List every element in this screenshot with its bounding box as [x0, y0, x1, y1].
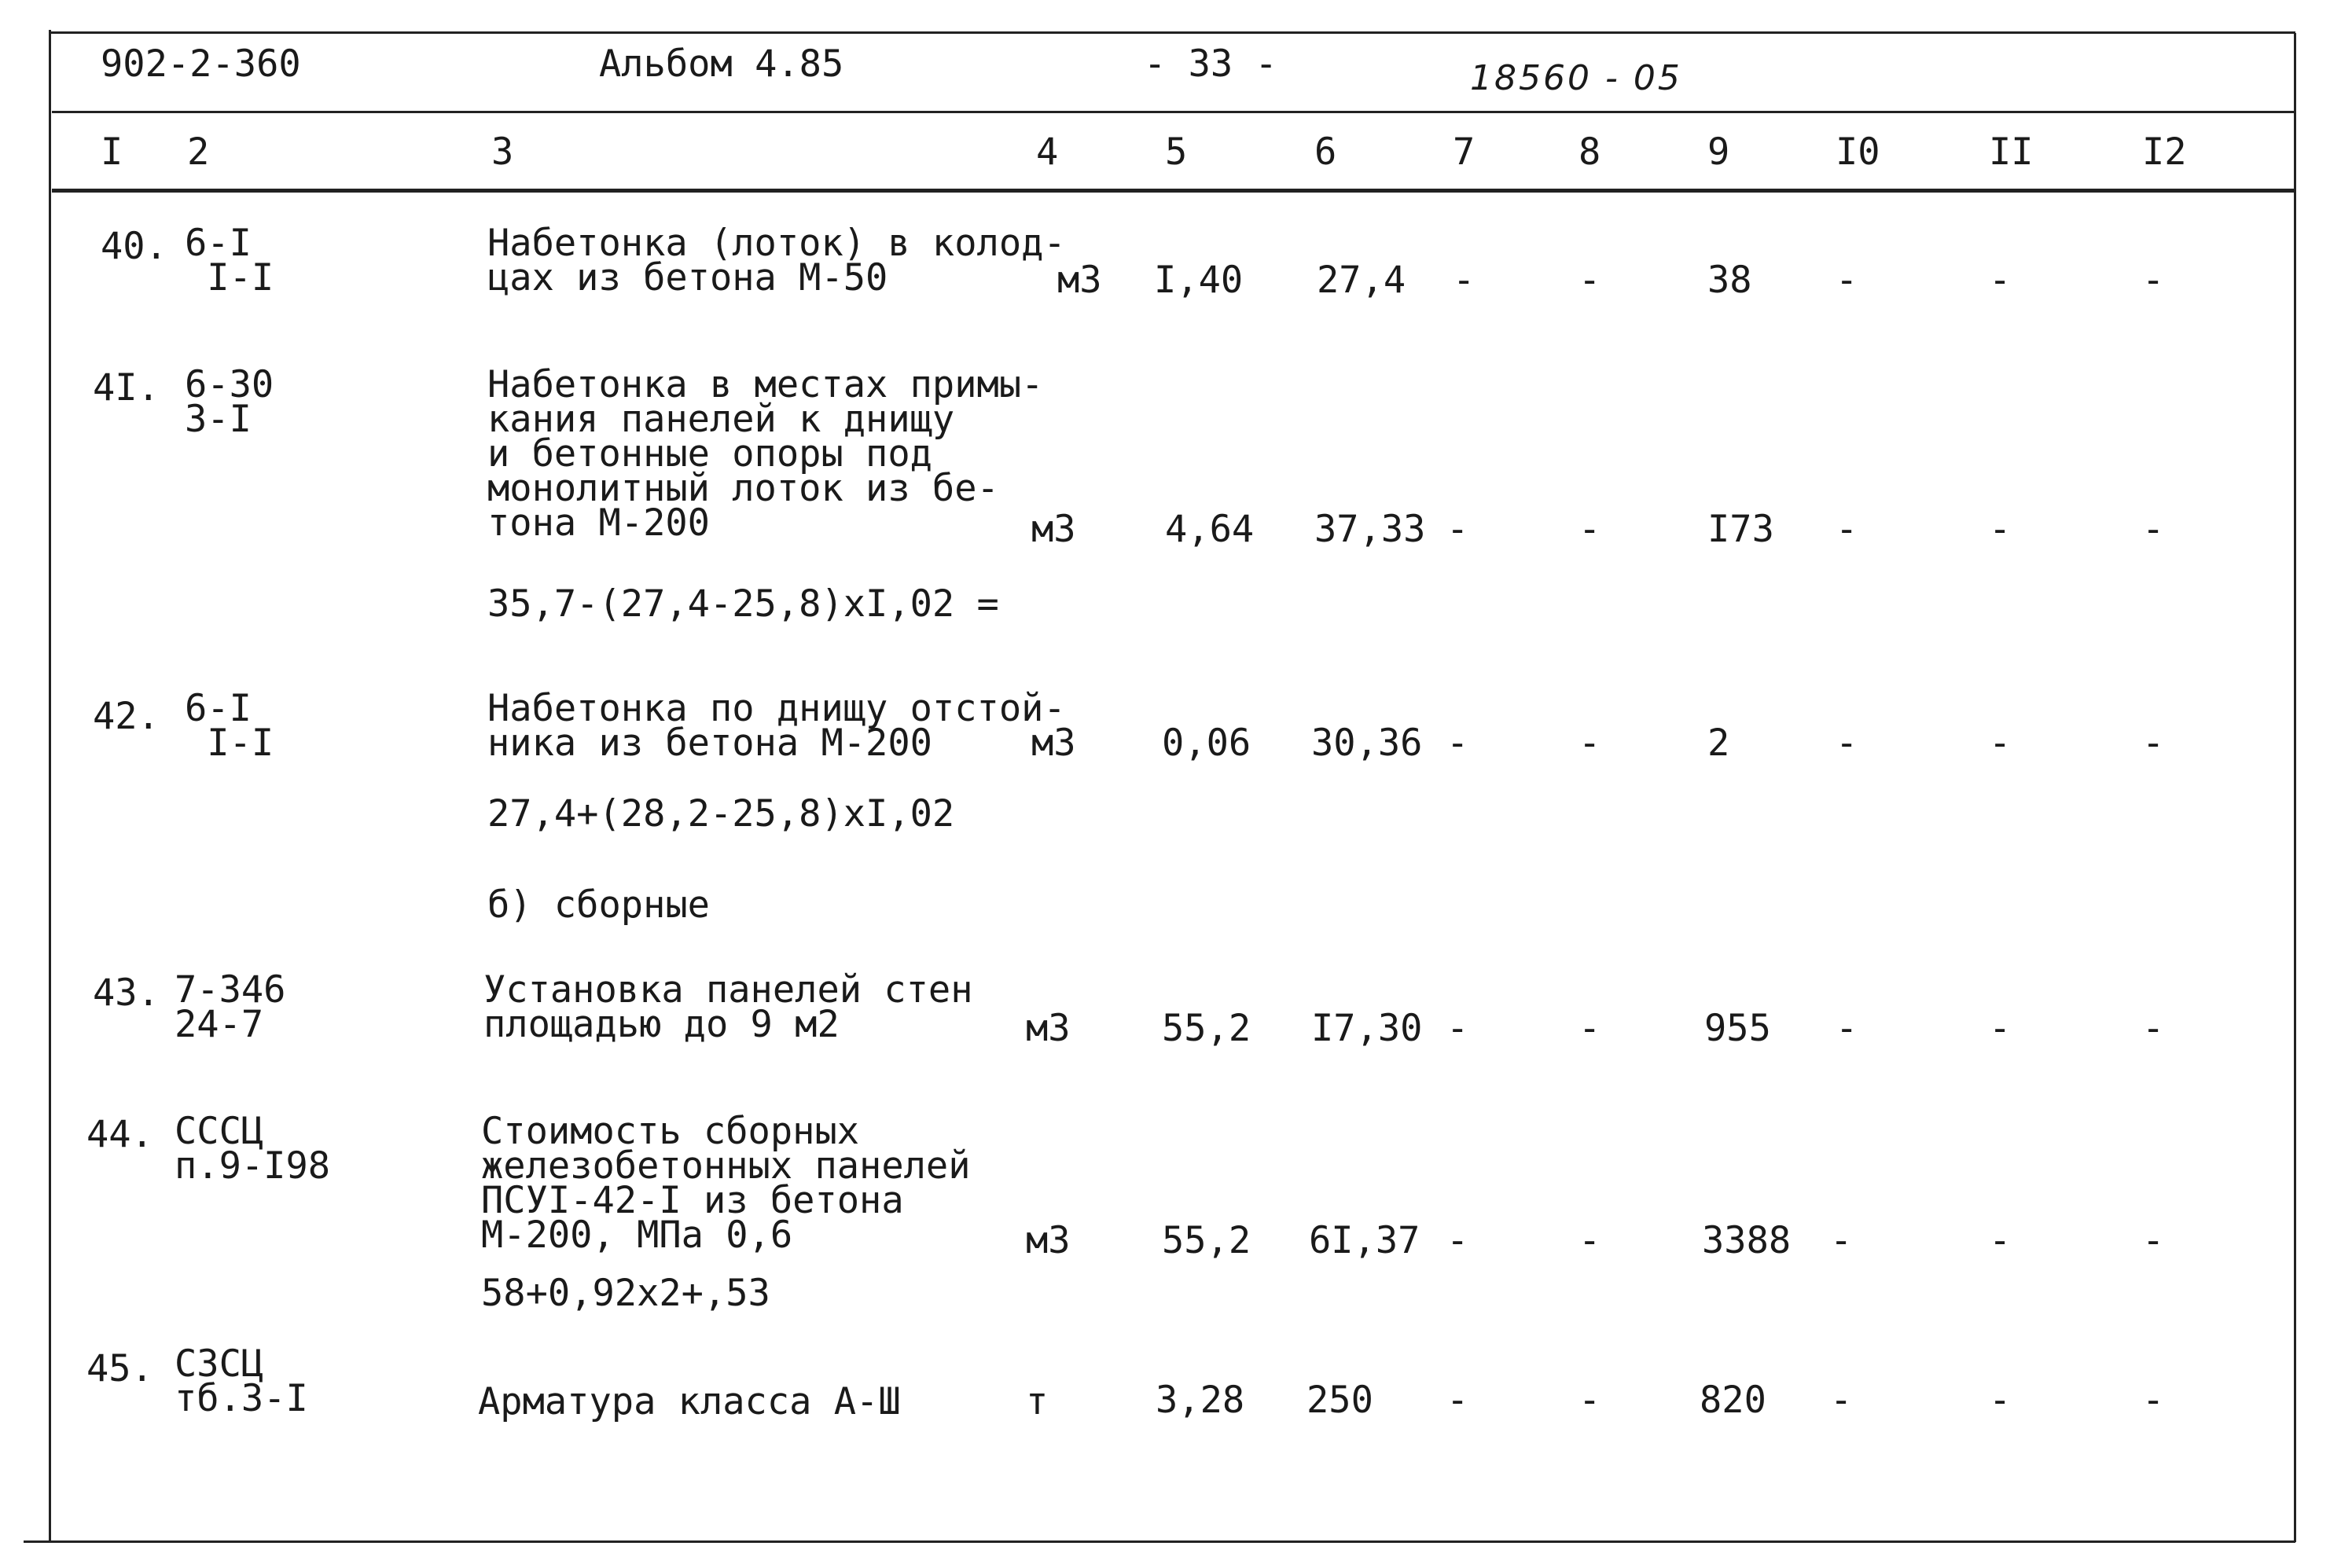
- row-col11: -: [1989, 1007, 2012, 1050]
- document-code: 902-2-360: [101, 42, 301, 86]
- row-unit-price: I7,30: [1311, 1007, 1423, 1050]
- column-number: 5: [1165, 130, 1188, 174]
- row-col12: -: [2142, 1219, 2165, 1262]
- row-col8: -: [1578, 508, 1601, 551]
- row-reference: 7-346 24-7: [175, 968, 286, 1046]
- row-unit: м3: [1026, 1007, 1071, 1050]
- row-quantity: 3,28: [1156, 1379, 1245, 1422]
- row-number: 4I.: [93, 366, 160, 409]
- row-col8: -: [1578, 1219, 1601, 1262]
- row-unit-price: 6I,37: [1309, 1219, 1420, 1262]
- row-description: Арматура класса А-Ш: [478, 1380, 901, 1423]
- row-col8: -: [1578, 1007, 1601, 1050]
- row-col10: -: [1830, 1379, 1853, 1422]
- row-reference: 6-30 3-I: [185, 363, 274, 441]
- page-number: - 33 -: [1144, 42, 1277, 86]
- row-col8: -: [1578, 722, 1601, 765]
- row-col7: -: [1446, 1219, 1469, 1262]
- row-unit-price: 27,4: [1317, 259, 1406, 302]
- row-col9: 955: [1704, 1007, 1771, 1050]
- row-col8: -: [1578, 1379, 1601, 1422]
- row-description: Набетонка по днищу отстой- ника из бетона М-200: [487, 687, 1066, 765]
- frame-top-line: [49, 31, 2295, 34]
- row-col12: -: [2142, 1007, 2165, 1050]
- row-col11: -: [1989, 508, 2012, 551]
- column-number: I2: [2142, 130, 2187, 174]
- row-number: 44.: [86, 1113, 153, 1156]
- row-col11: -: [1989, 1219, 2012, 1262]
- row-description: Набетонка в местах примы- кания панелей к днищу и бетонные опоры под монолитный лоток из бе- тона М-200: [487, 363, 1044, 545]
- row-col7: -: [1446, 1007, 1469, 1050]
- column-number: 9: [1707, 130, 1730, 174]
- row-calculation: 35,7-(27,4-25,8)xI,02 =: [487, 582, 999, 626]
- row-col7: -: [1453, 259, 1476, 302]
- row-col9: I73: [1707, 508, 1774, 551]
- row-calculation: 58+0,92x2+,53: [481, 1272, 770, 1315]
- frame-bottom-line: [24, 1540, 2295, 1543]
- row-unit: м3: [1057, 259, 1102, 302]
- column-number: 2: [187, 130, 210, 174]
- row-description: Набетонка (лоток) в колод- цах из бетона М-50: [487, 222, 1066, 299]
- row-col9: 820: [1700, 1379, 1766, 1422]
- row-unit: м3: [1031, 508, 1076, 551]
- column-number: 3: [491, 130, 514, 174]
- row-col10: -: [1836, 259, 1858, 302]
- handwritten-code: 18560 - 05: [1470, 58, 1682, 98]
- album-label: Альбом 4.85: [599, 42, 844, 86]
- column-number: 8: [1578, 130, 1601, 174]
- row-number: 43.: [93, 971, 160, 1015]
- row-description: Установка панелей стен площадью до 9 м2: [483, 968, 973, 1046]
- row-calculation: 27,4+(28,2-25,8)xI,02: [487, 792, 955, 835]
- column-numbers-rule: [52, 189, 2294, 193]
- row-col12: -: [2142, 722, 2165, 765]
- row-col12: -: [2142, 508, 2165, 551]
- row-col12: -: [2142, 259, 2165, 302]
- column-number: 7: [1453, 130, 1476, 174]
- row-unit: м3: [1031, 722, 1076, 765]
- row-col8: -: [1578, 259, 1601, 302]
- row-reference: СЗСЦ тб.3-I: [175, 1342, 308, 1420]
- frame-left-line: [49, 30, 51, 1543]
- row-col11: -: [1989, 259, 2012, 302]
- row-col11: -: [1989, 1379, 2012, 1422]
- row-description: Стоимость сборных железобетонных панелей ПСУI-42-I из бетона М-200, МПа 0,6: [481, 1110, 971, 1257]
- row-quantity: 4,64: [1165, 508, 1255, 551]
- row-unit-price: 30,36: [1311, 722, 1423, 765]
- row-col7: -: [1446, 1379, 1469, 1422]
- row-quantity: 55,2: [1162, 1007, 1251, 1050]
- row-number: 40.: [101, 225, 167, 268]
- column-number: 6: [1314, 130, 1337, 174]
- row-unit: м3: [1026, 1219, 1071, 1262]
- row-unit-price: 250: [1306, 1379, 1373, 1422]
- row-col9: 2: [1707, 722, 1730, 765]
- row-col10: -: [1836, 722, 1858, 765]
- row-col9: 38: [1707, 259, 1752, 302]
- header-rule: [52, 111, 2294, 113]
- row-reference: 6-I I-I: [185, 222, 274, 299]
- row-col10: -: [1836, 508, 1858, 551]
- row-unit: т: [1026, 1380, 1049, 1423]
- row-col11: -: [1989, 722, 2012, 765]
- row-col10: -: [1836, 1007, 1858, 1050]
- row-number: 45.: [86, 1347, 153, 1390]
- row-col7: -: [1446, 722, 1469, 765]
- row-col10: -: [1830, 1219, 1853, 1262]
- row-reference: 6-I I-I: [185, 687, 274, 765]
- row-number: 42.: [93, 695, 160, 738]
- section-label: б) сборные: [487, 883, 710, 927]
- row-col9: 3388: [1702, 1219, 1792, 1262]
- row-unit-price: 37,33: [1314, 508, 1426, 551]
- row-quantity: 55,2: [1162, 1219, 1251, 1262]
- column-number: 4: [1036, 130, 1059, 174]
- row-col12: -: [2142, 1379, 2165, 1422]
- column-number: I0: [1836, 130, 1880, 174]
- frame-right-line: [2294, 33, 2296, 1542]
- row-quantity: 0,06: [1162, 722, 1251, 765]
- row-quantity: I,40: [1154, 259, 1244, 302]
- column-number: I: [101, 130, 123, 174]
- row-col7: -: [1446, 508, 1469, 551]
- row-reference: СССЦ п.9-I98: [175, 1110, 331, 1188]
- column-number: II: [1989, 130, 2034, 174]
